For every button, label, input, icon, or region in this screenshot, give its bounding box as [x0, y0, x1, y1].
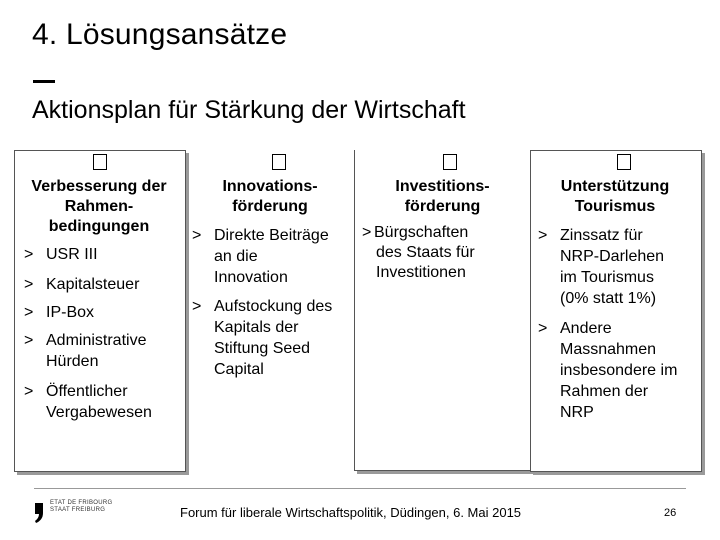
checkbox-icon: [443, 154, 457, 170]
bullet-marker: >: [362, 224, 372, 241]
column-title-innovationsfoerderung: Innovations- förderung: [222, 178, 318, 215]
footer-caption: Forum für liberale Wirtschaftspolitik, Düdingen, 6. Mai 2015: [180, 505, 522, 520]
bullet-marker: >: [538, 227, 548, 244]
slide-subtitle: Aktionsplan für Stärkung der Wirtschaft: [32, 96, 466, 124]
bullet-marker: >: [24, 332, 34, 349]
checkbox-icon: [617, 154, 631, 170]
fribourg-logo-icon: [34, 503, 44, 523]
title-underline: [33, 80, 55, 83]
column-title-investitionsfoerderung: Investitions- förderung: [395, 178, 490, 215]
logo-wordmark: ETAT DE FRIBOURG STAAT FREIBURG: [50, 500, 113, 513]
column-title-tourismus: Unterstützung Tourismus: [560, 178, 670, 215]
bullet-marker: >: [24, 276, 34, 293]
bullet-marker: >: [192, 298, 202, 315]
bullet-marker: >: [24, 246, 34, 263]
bullet-marker: >: [538, 320, 548, 337]
column-title-rahmenbedingungen: Verbesserung der Rahmen- bedingungen: [31, 178, 167, 235]
bullet-marker: >: [24, 304, 34, 321]
checkbox-icon: [272, 154, 286, 170]
bullet-marker: >: [192, 227, 202, 244]
slide-title: 4. Lösungsansätze: [32, 18, 288, 51]
checkbox-icon: [93, 154, 107, 170]
footer-divider: [34, 488, 686, 489]
page-number: 26: [664, 507, 677, 519]
bullet-marker: >: [24, 383, 34, 400]
